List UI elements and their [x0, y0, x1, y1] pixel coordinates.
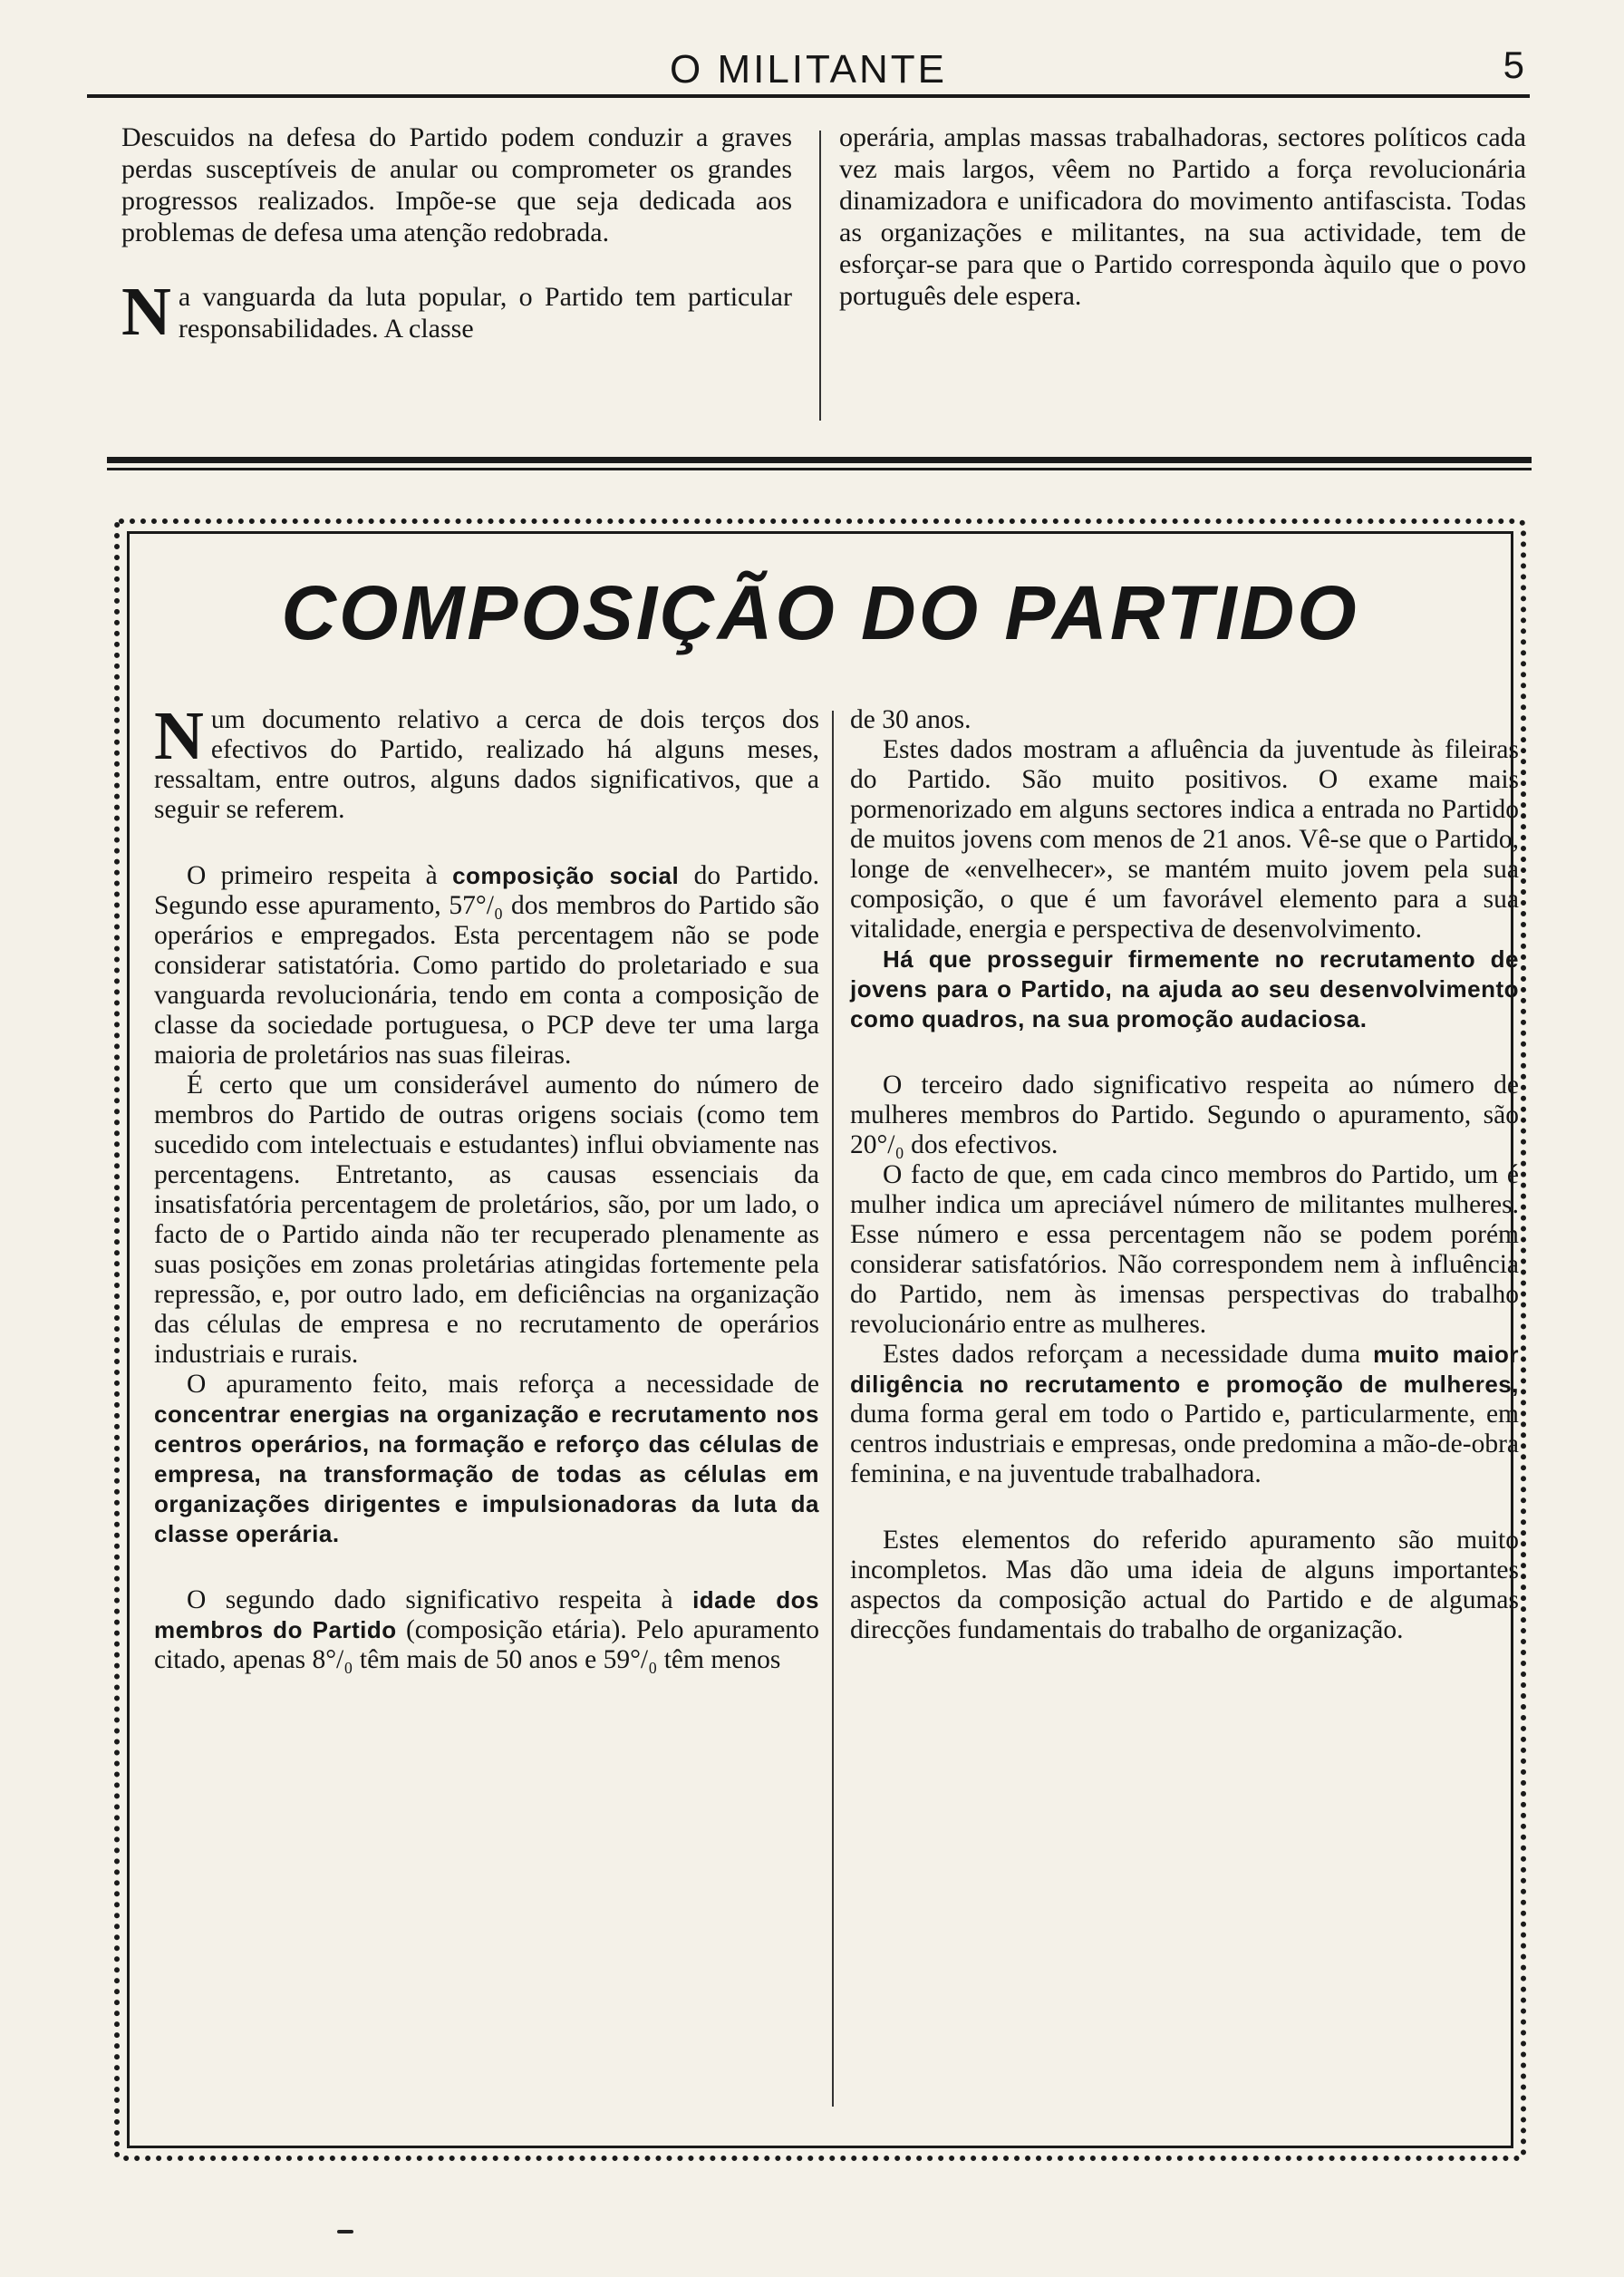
paragraph: Descuidos na defesa do Partido podem conduzir a graves perdas susceptíveis de anular ou comprometer os grandes progressos realizados. Impõe-se que seja dedicada aos problemas de defesa uma atenção redobrada. [121, 122, 792, 247]
paragraph [121, 274, 792, 350]
paragraph: Estes elementos do referido apuramento são muito incompletos. Mas dão uma ideia de alguns importantes aspectos da composição actual do Partido e de algumas direcções fundamentais do trabalho de organização. [850, 1526, 1519, 1644]
paragraph-text: (composição etária). Pelo apuramento citado, apenas 8°/₀ têm mais de 50 anos e 59°/₀ têm menos [154, 1615, 819, 1674]
page-number: 5 [1503, 44, 1524, 86]
emphasis-text: idade dos membros do Partido [154, 1586, 820, 1643]
paragraph-text: do Partido. Segundo esse apuramento, 57°/₀ dos membros do Partido são operários e empregados. Esta percentagem não se pode considerar satistatória. Como partido do proletariado e sua vanguarda revolucionária, tendo em conta a composição de classe da sociedade portuguesa, o PCP deve ter uma larga maioria de proletários nas suas fileiras. [154, 861, 820, 1070]
paragraph [850, 1340, 1519, 1489]
running-header [87, 34, 1530, 103]
paragraph: O terceiro dado significativo respeita ao número de mulheres membros do Partido. Segundo o apuramento, são 20°/₀ dos efectivos. [850, 1071, 1519, 1159]
header-rule [87, 94, 1530, 98]
paragraph [154, 698, 819, 825]
paragraph-text: O apuramento feito, mais reforça a necessidade de [187, 1370, 819, 1399]
article-headline: COMPOSIÇÃO DO PARTIDO [281, 570, 1359, 655]
paragraph [154, 1370, 819, 1549]
ink-speck [337, 2230, 353, 2233]
emphasis-text: concentrar energias na organização e recrutamento nos centros operários, na formação e reforço das células de empresa, na transformação de todas as células em organizações dirigentes e impulsionadoras da luta da classe operária. [154, 1400, 819, 1547]
emphasis-text: muito maior diligência no recrutamento e promoção de mulheres, [850, 1341, 1519, 1398]
paragraph-text: O primeiro respeita à [187, 861, 453, 890]
paragraph: O facto de que, em cada cinco membros do Partido, um é mulher indica um apreciável número de militantes mulheres. Esse número e essa percentagem não se podem porém considerar satisfatórios. Não correspondem nem à influência do Partido, nem às imensas perspectivas do trabalho revolucionário entre as mulheres. [850, 1160, 1519, 1339]
previous-article-continuation [116, 121, 1530, 421]
paragraph: É certo que um considerável aumento do número de membros do Partido de outras origens sociais (como tem sucedido com intelectuais e estudantes) influi obviamente nas percentagens. Entretanto, as causas essenciais da insatisfatória percentagem de proletários, são, por um lado, o facto de o Partido ainda não ter recuperado plenamente as suas posições em zonas proletárias atingidas fortemente pela repressão, e, por outro lado, em deficiências na organização das células de empresa e no recrutamento de operários industriais e rurais. [154, 1071, 819, 1369]
paragraph-text: O segundo dado significativo respeita à [187, 1585, 693, 1614]
paragraph: de 30 anos. [850, 705, 972, 734]
previous-article-right-column [839, 121, 1526, 312]
article-right-column [850, 705, 1519, 1645]
section-rule-thin [107, 468, 1532, 470]
paragraph-text: a vanguarda da luta popular, o Partido tem particular responsabilidades. A classe [178, 282, 792, 344]
publication-title: O MILITANTE [670, 47, 947, 92]
column-divider [832, 711, 834, 2107]
paragraph [154, 1585, 819, 1675]
paragraph-text: duma forma geral em todo o Partido e, particularmente, em centros industriais e empresas, onde predomina a mão-de-obra feminina, e na juventude trabalhadora. [850, 1400, 1519, 1488]
paragraph [850, 945, 1519, 1034]
previous-article-left-column [121, 121, 792, 350]
paragraph-text: um documento relativo a cerca de dois terços dos efectivos do Partido, realizado há alguns meses, ressaltam, entre outros, alguns dados significativos, que a seguir se referem. [154, 705, 819, 824]
article-left-column [154, 698, 820, 1675]
emphasis-text: composição social [452, 862, 680, 889]
paragraph-text: Estes dados reforçam a necessidade duma [883, 1340, 1374, 1369]
paragraph [154, 861, 819, 1071]
paragraph: Estes dados mostram a afluência da juventude às fileiras do Partido. São muito positivos. O exame mais pormenorizado em alguns sectores indica a entrada no Partido de muitos jovens com menos de 21 anos. Vê-se que o Partido, longe de «envelhecer», se mantém muito jovem pela sua composição, o que é um favorável elemento para a sua vitalidade, energia e perspectiva de desenvolvimento. [850, 735, 1519, 944]
drop-cap: N [121, 274, 171, 350]
column-divider [819, 131, 821, 421]
emphasis-text: Há que prosseguir firmemente no recrutamento de jovens para o Partido, na ajuda ao seu desenvolvimento como quadros, na sua promoção audaciosa. [850, 945, 1519, 1032]
section-rule [107, 457, 1532, 463]
drop-cap: N [154, 698, 204, 774]
article-body [145, 698, 1532, 2128]
paragraph: operária, amplas massas trabalhadoras, sectores políticos cada vez mais largos, vêem no Partido a força revolucionária dinamizadora e unificadora do movimento antifascista. Todas as organizações e militantes, na sua actividade, tem de esforçar-se para que o Partido corresponda àquilo que o povo português dele espera. [839, 122, 1526, 311]
